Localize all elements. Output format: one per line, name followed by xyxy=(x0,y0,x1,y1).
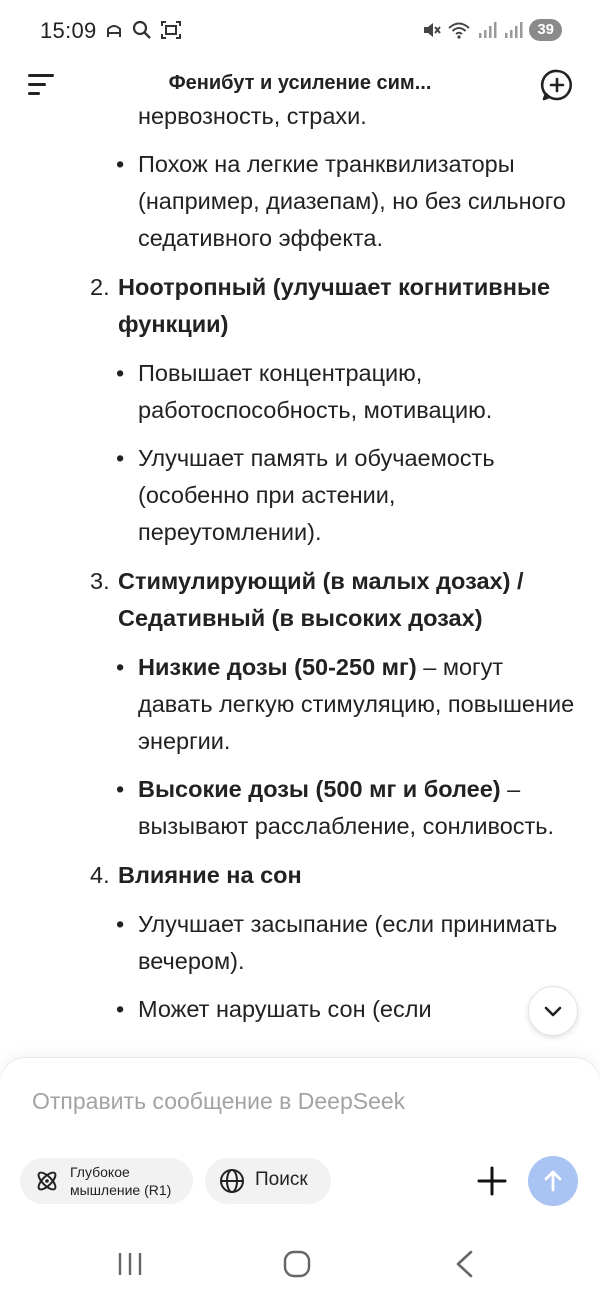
mute-icon xyxy=(421,20,441,40)
home-icon xyxy=(282,1250,312,1278)
hanger-icon xyxy=(104,20,124,40)
send-button[interactable] xyxy=(528,1156,578,1206)
new-chat-icon xyxy=(540,68,574,102)
new-chat-button[interactable] xyxy=(540,68,574,102)
list-item xyxy=(0,146,600,257)
list-item-text: – вызывают расслабление, сонливость. xyxy=(138,776,555,839)
list-item-text: Похож на легкие транквилизаторы (например, диазепам), но без сильного седативного эффекта. xyxy=(138,151,566,251)
list-number: 2. xyxy=(90,274,110,300)
home-button[interactable] xyxy=(282,1250,312,1283)
list-item-text: Улучшает память и обучаемость (особенно при астении, переутомлении). xyxy=(138,445,495,545)
search-toggle[interactable] xyxy=(205,1158,331,1204)
list-item xyxy=(0,991,600,1028)
globe-icon xyxy=(219,1168,245,1194)
bullet-dot: • xyxy=(116,445,125,471)
screenshot-icon xyxy=(160,20,182,40)
recents-icon xyxy=(116,1250,144,1278)
scroll-to-bottom-button[interactable] xyxy=(528,986,578,1036)
list-number: 4. xyxy=(90,862,110,888)
numbered-heading-text: Ноотропный (улучшает когнитивные функции) xyxy=(118,274,551,337)
system-nav-bar xyxy=(0,1230,600,1299)
numbered-heading-text: Влияние на сон xyxy=(118,862,302,888)
plus-icon xyxy=(474,1163,510,1199)
partial-text-top: нервозность, страхи. xyxy=(138,103,367,129)
chat-title[interactable]: Фенибут и усиление сим... xyxy=(168,72,432,94)
wifi-icon xyxy=(447,20,471,40)
search-icon xyxy=(132,20,152,40)
list-item xyxy=(0,906,600,980)
atom-icon xyxy=(34,1168,60,1194)
numbered-heading xyxy=(0,269,600,343)
bullet-dot: • xyxy=(116,996,125,1022)
chat-message-area[interactable] xyxy=(0,100,600,1058)
list-item xyxy=(0,771,600,845)
list-item xyxy=(0,649,600,760)
deep-think-toggle[interactable] xyxy=(20,1158,193,1204)
list-item-text: Может нарушать сон (если xyxy=(138,996,432,1022)
attach-button[interactable] xyxy=(474,1163,510,1199)
back-icon xyxy=(452,1250,478,1278)
list-item-text: Улучшает засыпание (если принимать вечером). xyxy=(138,911,558,974)
search-label: Поиск xyxy=(255,1169,308,1190)
bullet-dot: • xyxy=(116,911,125,937)
numbered-heading-text: Стимулирующий (в малых дозах) / Седативный (в высоких дозах) xyxy=(118,568,524,631)
signal-icon xyxy=(477,20,497,40)
list-number: 3. xyxy=(90,568,110,594)
list-item-bold: Низкие дозы (50-250 мг) xyxy=(138,654,417,680)
numbered-heading xyxy=(0,563,600,637)
numbered-heading xyxy=(0,857,600,894)
list-item xyxy=(0,355,600,429)
status-bar xyxy=(0,0,600,62)
battery-indicator: 39 xyxy=(529,19,562,41)
list-item-text: – могут давать легкую стимуляцию, повышение энергии. xyxy=(138,654,575,754)
bullet-dot: • xyxy=(116,360,125,386)
message-input[interactable]: Отправить сообщение в DeepSeek xyxy=(32,1088,406,1114)
chevron-down-icon xyxy=(541,999,565,1023)
assistant-message xyxy=(0,100,600,1028)
list-item-bold: Высокие дозы (500 мг и более) xyxy=(138,776,501,802)
list-item xyxy=(0,440,600,551)
status-left-icons xyxy=(104,20,182,40)
bullet-dot: • xyxy=(116,776,125,802)
bullet-dot: • xyxy=(116,654,125,680)
signal-icon xyxy=(503,20,523,40)
bullet-dot: • xyxy=(116,151,125,177)
status-time: 15:09 xyxy=(40,18,97,43)
deep-think-label: Глубокое мышление (R1) xyxy=(70,1164,172,1198)
message-composer xyxy=(0,1058,600,1230)
back-button[interactable] xyxy=(452,1250,478,1283)
status-right-icons xyxy=(421,19,562,41)
arrow-up-icon xyxy=(540,1168,566,1194)
recent-apps-button[interactable] xyxy=(116,1250,144,1283)
list-item-text: Повышает концентрацию, работоспособность, мотивацию. xyxy=(138,360,493,423)
app-header xyxy=(0,62,600,108)
